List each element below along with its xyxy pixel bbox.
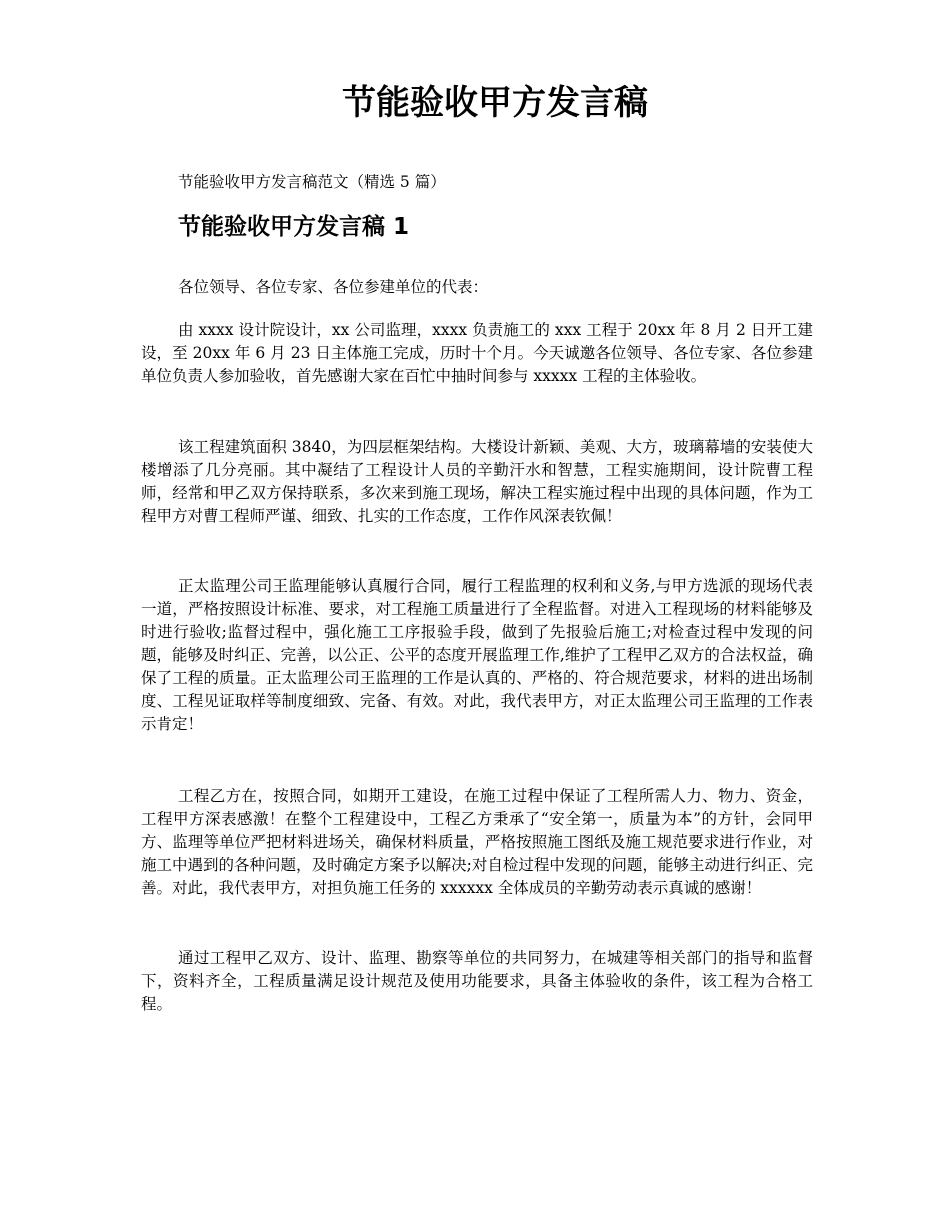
document-title: 节能验收甲方发言稿 xyxy=(342,83,648,123)
paragraph-salutation: 各位领导、各位专家、各位参建单位的代表： xyxy=(178,278,489,296)
section-heading: 节能验收甲方发言稿 1 xyxy=(178,214,410,240)
paragraph-conclusion: 通过工程甲乙双方、设计、监理、勘察等单位的共同努力，在城建等相关部门的指导和监督下，资料齐全，工程质量满足设计规范及使用功能要求，具备主体验收的条件，该工程为合格工程。 xyxy=(141,949,813,1013)
document-subtitle: 节能验收甲方发言稿范文（精选 5 篇） xyxy=(178,173,446,191)
paragraph-contractor-thanks: 工程乙方在，按照合同，如期开工建设，在施工过程中保证了工程所需人力、物力、资金，工程甲方深表感激！在整个工程建设中，工程乙方秉承了“安全第一，质量为本”的方针，会同甲方、监理等单位严把材料进场关，确保材料质量，严格按照施工图纸及施工规范要求进行作业，对施工中遇到的各种问题，及时确定方案予以解决;对自检过程中发现的问题，能够主动进行纠正、完善。对此，我代表甲方，对担负施工任务的 xxxxxx 全体成员的辛勤劳动表示真诚的感谢！ xyxy=(141,787,813,897)
paragraph-project-overview: 由 xxxx 设计院设计，xx 公司监理，xxxx 负责施工的 xxx 工程于 20xx 年 8 月 2 日开工建设，至 20xx 年 6 月 23 日主体施工完成，历时十个月。今天诚邀各位领导、各位专家、各位参建单位负责人参加验收，首先感谢大家在百忙中抽时间参与 xxxxx 工程的主体验收。 xyxy=(141,321,813,385)
paragraph-supervision-thanks: 正太监理公司王监理能够认真履行合同，履行工程监理的权利和义务,与甲方选派的现场代表一道，严格按照设计标准、要求，对工程施工质量进行了全程监督。对进入工程现场的材料能够及时进行验收;监督过程中，强化施工工序报验手段，做到了先报验后施工;对检查过程中发现的问题，能够及时纠正、完善，以公正、公平的态度开展监理工作,维护了工程甲乙双方的合法权益，确保了工程的质量。正太监理公司王监理的工作是认真的、严格的、符合规范要求，材料的进出场制度、工程见证取样等制度细致、完备、有效。对此，我代表甲方，对正太监理公司王监理的工作表示肯定！ xyxy=(141,577,813,733)
paragraph-design-thanks: 该工程建筑面积 3840，为四层框架结构。大楼设计新颖、美观、大方，玻璃幕墙的安装使大楼增添了几分亮丽。其中凝结了工程设计人员的辛勤汗水和智慧，工程实施期间，设计院曹工程师，经常和甲乙双方保持联系，多次来到施工现场，解决工程实施过程中出现的具体问题，作为工程甲方对曹工程师严谨、细致、扎实的工作态度，工作作风深表钦佩！ xyxy=(141,438,813,525)
